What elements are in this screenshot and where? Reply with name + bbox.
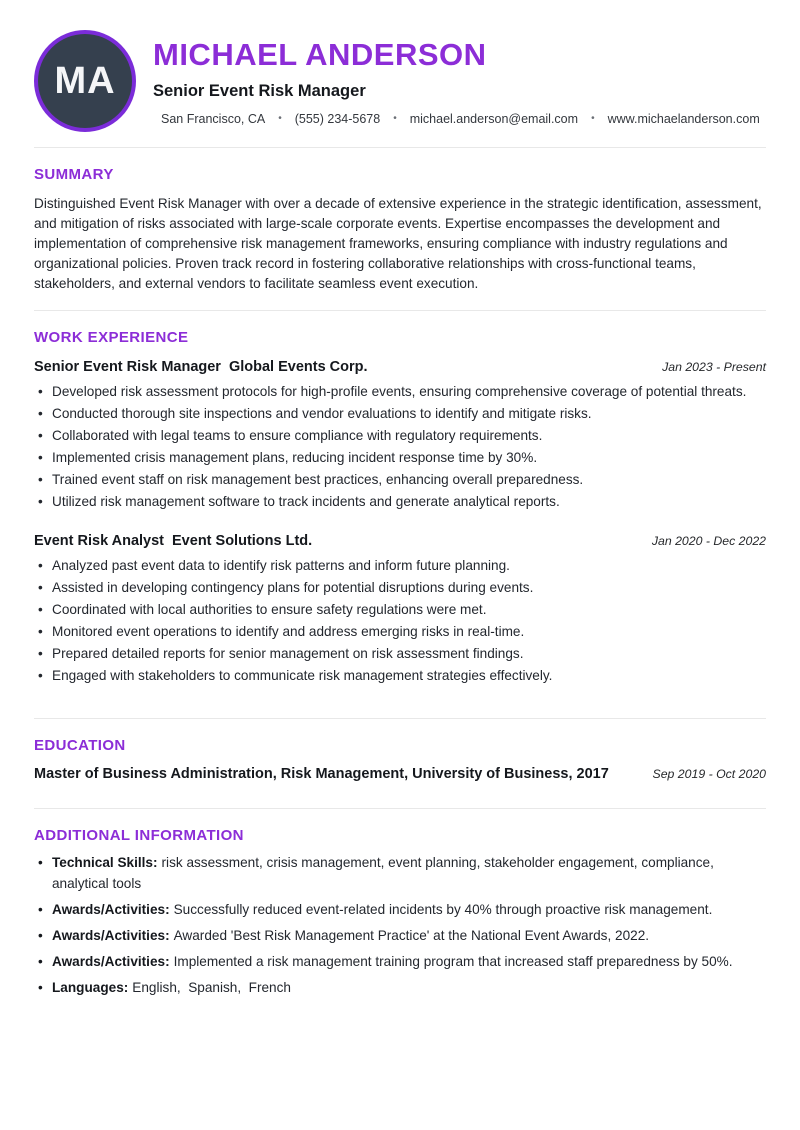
job-title: Senior Event Risk Manager — [34, 359, 221, 375]
job-bullet-list — [34, 381, 766, 513]
additional-info-label: Awards/Activities: — [52, 954, 170, 969]
job-bullet: • Conducted thorough site inspections and vendor evaluations to identify and mitigate risks. — [34, 403, 766, 425]
additional-info-text: English, Spanish, French — [132, 980, 291, 995]
education-entry — [34, 766, 766, 782]
candidate-name: MICHAEL ANDERSON — [153, 36, 487, 72]
header-text — [153, 37, 766, 126]
avatar-initials: MA — [54, 59, 116, 102]
education-heading: EDUCATION — [34, 737, 126, 754]
contact-row — [153, 112, 766, 126]
candidate-title: Senior Event Risk Manager — [153, 81, 366, 100]
job-header — [34, 533, 766, 549]
additional-info-item — [34, 951, 766, 972]
additional-info-item — [34, 925, 766, 946]
additional-info-text: Implemented a risk management training program that increased staff preparedness by 50%. — [173, 954, 733, 969]
additional-info-text: Awarded 'Best Risk Management Practice' at the National Event Awards, 2022. — [173, 928, 650, 943]
additional-info-item — [34, 899, 766, 920]
education-degree: Master of Business Administration, Risk Management, University of Business, 2017 — [34, 766, 609, 782]
job-bullet: • Analyzed past event data to identify risk patterns and inform future planning. — [34, 555, 766, 577]
education-dates: Sep 2019 - Oct 2020 — [652, 767, 766, 781]
contact-website: www.michaelanderson.com — [607, 111, 760, 126]
contact-separator-icon: • — [393, 113, 397, 124]
job-dates: Jan 2023 - Present — [662, 360, 766, 374]
job-bullet: • Coordinated with local authorities to ensure safety regulations were met. — [34, 599, 766, 621]
additional-info-list — [34, 852, 766, 998]
job-header — [34, 359, 766, 375]
job-bullet: • Collaborated with legal teams to ensure compliance with regulatory requirements. — [34, 425, 766, 447]
job-bullet: • Trained event staff on risk management best practices, enhancing overall preparedness. — [34, 469, 766, 491]
additional-info-item — [34, 977, 766, 998]
resume-header — [34, 0, 766, 132]
summary-text: Distinguished Event Risk Manager with over a decade of extensive experience in the strategic identification, assessment, and mitigation of risks associated with large-scale corporate events. Expertise encompasses the development and implementation of comprehensive risk management frameworks, ensuring compliance with industry regulations and organizational policies. Proven track record in fostering collaborative relationships with cross-functional teams, stakeholders, and external vendors to facilitate seamless event execution. — [34, 196, 762, 291]
additional-info-item — [34, 852, 766, 894]
job-bullet: • Engaged with stakeholders to communicate risk management strategies effectively. — [34, 665, 766, 687]
job-company: Event Solutions Ltd. — [172, 533, 313, 549]
job-dates: Jan 2020 - Dec 2022 — [651, 534, 766, 548]
contact-separator-icon: • — [591, 113, 595, 124]
work-divider — [34, 718, 766, 719]
additional-info-label: Languages: — [52, 980, 129, 995]
additional-info-label: Technical Skills: — [52, 855, 158, 870]
contact-phone: (555) 234-5678 — [294, 111, 381, 126]
job-bullet: • Monitored event operations to identify and address emerging risks in real-time. — [34, 621, 766, 643]
contact-location: San Francisco, CA — [161, 111, 266, 126]
contact-email: michael.anderson@email.com — [409, 111, 579, 126]
avatar — [34, 30, 136, 132]
contact-separator-icon: • — [278, 113, 282, 124]
job-bullet-list — [34, 555, 766, 687]
summary-divider — [34, 310, 766, 311]
job-bullet: • Developed risk assessment protocols for high-profile events, ensuring comprehensive coverage of potential threats. — [34, 381, 766, 403]
job-bullet: • Utilized risk management software to track incidents and generate analytical reports. — [34, 491, 766, 513]
job-title: Event Risk Analyst — [34, 533, 165, 549]
summary-heading: SUMMARY — [34, 166, 114, 183]
additional-info-label: Awards/Activities: — [52, 902, 170, 917]
job-bullet: • Implemented crisis management plans, reducing incident response time by 30%. — [34, 447, 766, 469]
job-bullet: • Assisted in developing contingency plans for potential disruptions during events. — [34, 577, 766, 599]
work-experience-heading: WORK EXPERIENCE — [34, 329, 189, 346]
header-divider — [34, 147, 766, 148]
additional-info-label: Awards/Activities: — [52, 928, 170, 943]
job-bullet: • Prepared detailed reports for senior management on risk assessment findings. — [34, 643, 766, 665]
additional-info-text: Successfully reduced event-related incidents by 40% through proactive risk management. — [173, 902, 713, 917]
additional-info-heading: ADDITIONAL INFORMATION — [34, 827, 244, 844]
education-divider — [34, 808, 766, 809]
additional-info-text: risk assessment, crisis management, event planning, stakeholder engagement, compliance, analytical tools — [52, 855, 718, 891]
job-company: Global Events Corp. — [228, 359, 368, 375]
